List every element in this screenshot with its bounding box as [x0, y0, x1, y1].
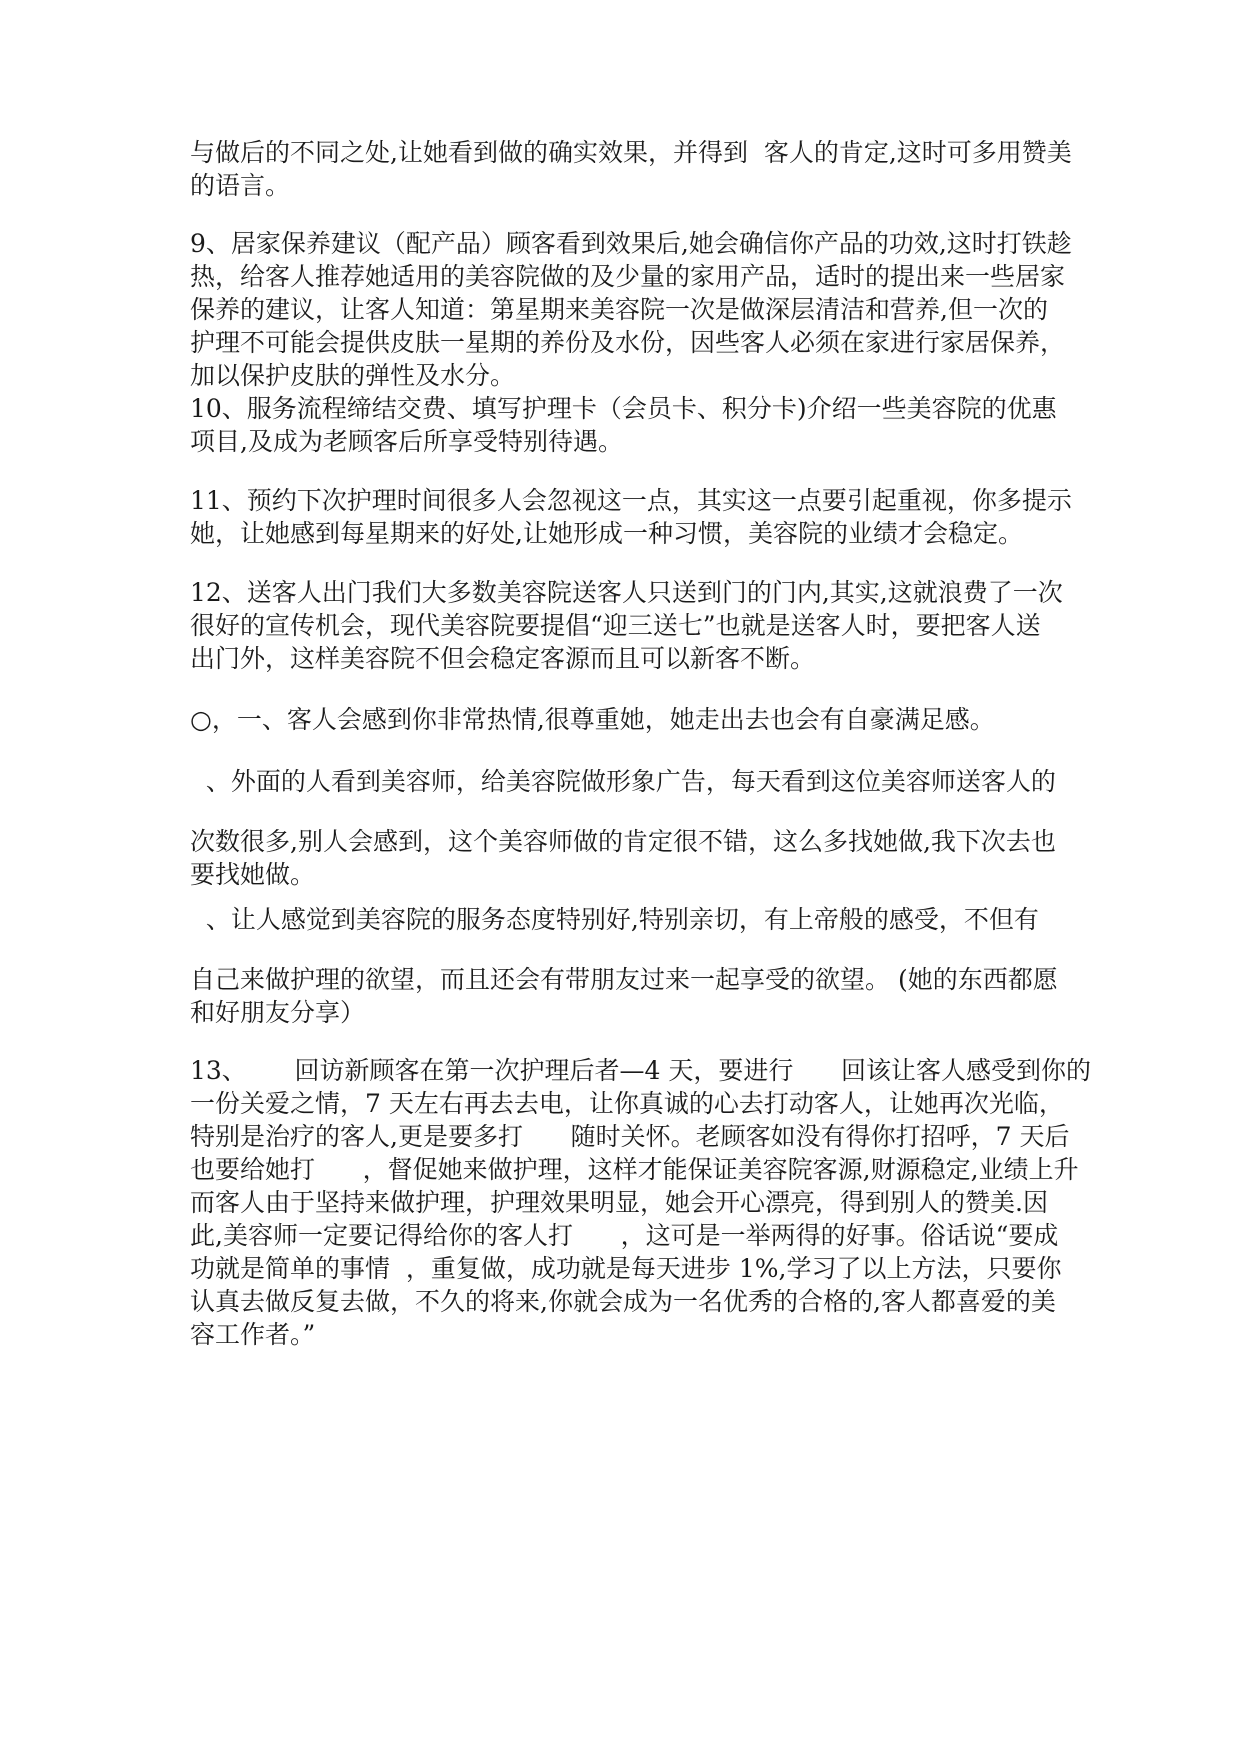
- text-line: 很好的宣传机会，现代美容院要提倡“迎三送七”也就是送客人时，要把客人送: [190, 611, 1041, 640]
- text-line: 12、送客人出门我们大多数美容院送客人只送到门的门内,其实,这就浪费了一次: [190, 578, 1063, 607]
- text-line: 一份关爱之情，7 天左右再去去电，让你真诚的心去打动客人，让她再次光临，: [190, 1089, 1064, 1118]
- text-line: 、外面的人看到美容师，给美容院做形象广告，每天看到这位美容师送客人的: [190, 767, 1056, 796]
- text-line: 她，让她感到每星期来的好处,让她形成一种习惯，美容院的业绩才会稳定。: [190, 519, 1023, 548]
- text-line: 与做后的不同之处,让她看到做的确实效果，并得到 客人的肯定,这时可多用赞美: [190, 138, 1072, 167]
- text-line: 保养的建议，让客人知道：第星期来美容院一次是做深层清洁和营养,但一次的: [190, 295, 1048, 324]
- text-line: 出门外，这样美容院不但会稳定客源而且可以新客不断。: [190, 644, 816, 673]
- paragraph-point-two: [190, 765, 1070, 798]
- paragraph-next-appointment: [190, 484, 1070, 550]
- text-line: 的语言。: [190, 171, 291, 200]
- text-line: 容工作者。”: [190, 1320, 316, 1349]
- text-line: 也要给她打 ，督促她来做护理，这样才能保证美容院客源,财源稳定,业绩上升: [190, 1155, 1079, 1184]
- paragraph-point-one: [190, 703, 1070, 736]
- text-line: 次数很多,别人会感到，这个美容师做的肯定很不错，这么多找她做,我下次去也: [190, 827, 1056, 856]
- text-line: 、让人感觉到美容院的服务态度特别好,特别亲切，有上帝般的感受，不但有: [190, 905, 1039, 934]
- paragraph-home-care-advice: [190, 227, 1070, 392]
- paragraph-payment-card: [190, 392, 1070, 458]
- text-line: 9、居家保养建议（配产品）顾客看到效果后,她会确信你产品的功效,这时打铁趁: [190, 229, 1072, 258]
- text-line: 要找她做。: [190, 860, 316, 889]
- text-line: 护理不可能会提供皮肤一星期的养份及水份，因些客人必须在家进行家居保养，: [190, 328, 1066, 357]
- text-line: 自己来做护理的欲望，而且还会有带朋友过来一起享受的欲望。 (她的东西都愿: [190, 965, 1058, 994]
- text-line: 功就是简单的事情 ，重复做，成功就是每天进步 1%,学习了以上方法，只要你: [190, 1254, 1062, 1283]
- text-line: 热，给客人推荐她适用的美容院做的及少量的家用产品，适时的提出来一些居家: [190, 262, 1066, 291]
- text-line: 此,美容师一定要记得给你的客人打 ，这可是一举两得的好事。俗话说“要成: [190, 1221, 1059, 1250]
- text-line: 而客人由于坚持来做护理，护理效果明显，她会开心漂亮，得到别人的赞美.因: [190, 1188, 1048, 1217]
- text-line: 加以保护皮肤的弹性及水分。: [190, 361, 516, 390]
- paragraph-point-three-cont: [190, 963, 1070, 1029]
- paragraph-follow-up-visit: [190, 1054, 1092, 1351]
- text-line: ○，一、客人会感到你非常热情,很尊重她，她走出去也会有自豪满足感。: [190, 705, 995, 734]
- text-line: 认真去做反复去做，不久的将来,你就会成为一名优秀的合格的,客人都喜爱的美: [190, 1287, 1056, 1316]
- paragraph-see-guest-off: [190, 576, 1070, 675]
- text-line: 和好朋友分享）: [190, 998, 366, 1027]
- text-line: 13、 回访新顾客在第一次护理后者—4 天，要进行 回该让客人感受到你的: [190, 1056, 1092, 1085]
- text-line: 10、服务流程缔结交费、填写护理卡（会员卡、积分卡)介绍一些美容院的优惠: [190, 394, 1057, 423]
- text-line: 特别是治疗的客人,更是要多打 随时关怀。老顾客如没有得你打招呼，7 天后: [190, 1122, 1070, 1151]
- paragraph-point-three: [190, 903, 1070, 936]
- paragraph-point-two-cont: [190, 825, 1070, 891]
- paragraph-effect-praise: [190, 136, 1070, 202]
- text-line: 11、预约下次护理时间很多人会忽视这一点，其实这一点要引起重视，你多提示: [190, 486, 1072, 515]
- text-line: 项目,及成为老顾客后所享受特别待遇。: [190, 427, 623, 456]
